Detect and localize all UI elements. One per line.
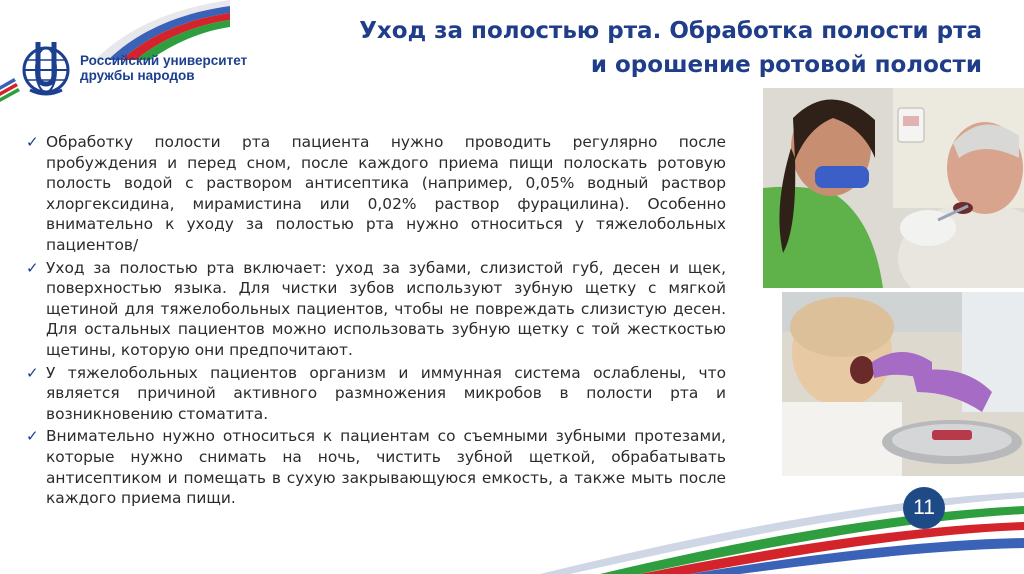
bullet-text: Внимательно нужно относиться к пациентам со съемными зубными протезами, которые нужно снимать на ночь, чистить зубной щеткой, обрабатывать антисептиком и помещать в сухую закрывающуюся емкость, а также мыть после каждого приема пищи. bbox=[46, 427, 726, 508]
bullet-item bbox=[26, 258, 726, 361]
university-logo bbox=[18, 40, 247, 96]
check-icon: ✓ bbox=[26, 258, 39, 277]
bullet-text: Обработку полости рта пациента нужно проводить регулярно после пробуждения и перед сном, после каждого приема пищи полоскать ротовую полость водой с раствором антисептика (например, 0,05% водный раствор хлоргексидина, мирамистина или 0,02% раствор фурацилина). Особенно внимательно к уходу за полостью рта нужно относиться у тяжелобольных пациентов/ bbox=[46, 133, 726, 254]
logo-line-1: Российский университет bbox=[80, 53, 248, 68]
bullet-text: У тяжелобольных пациентов организм и иммунная система ослаблены, что является причиной активного размножения микробов в полости рта и возникновению стоматита. bbox=[46, 363, 726, 423]
page-number-badge: 11 bbox=[903, 487, 945, 529]
side-stripes-decoration bbox=[0, 78, 20, 118]
bottom-wave-decoration bbox=[0, 464, 1024, 574]
bullet-item bbox=[26, 132, 726, 256]
title-line-1: Уход за полостью рта. Обработка полости рта bbox=[359, 18, 982, 44]
bullet-text: Уход за полостью рта включает: уход за зубами, слизистой губ, десен и щек, поверхностью языка. Для чистки зубов используют зубную щетку с мягкой щетиной для тяжелобольных пациентов, чтобы не повреждать слизистую десен. Для остальных пациентов можно использовать зубную щетку с той жесткостью щетины, которую они предпочитают. bbox=[46, 258, 726, 359]
check-icon: ✓ bbox=[26, 133, 39, 151]
bullet-list bbox=[26, 132, 726, 511]
photo-mannequin-oral-care bbox=[782, 292, 1024, 476]
check-icon: ✓ bbox=[26, 363, 39, 382]
slide-title bbox=[322, 14, 982, 82]
photo-nurse-patient-oral-care bbox=[763, 88, 1024, 288]
logo-line-2: дружбы народов bbox=[80, 68, 195, 83]
check-icon: ✓ bbox=[26, 427, 39, 446]
globe-emblem-icon bbox=[18, 40, 74, 96]
title-line-2: и орошение ротовой полости bbox=[590, 52, 982, 78]
bullet-item bbox=[26, 363, 726, 425]
